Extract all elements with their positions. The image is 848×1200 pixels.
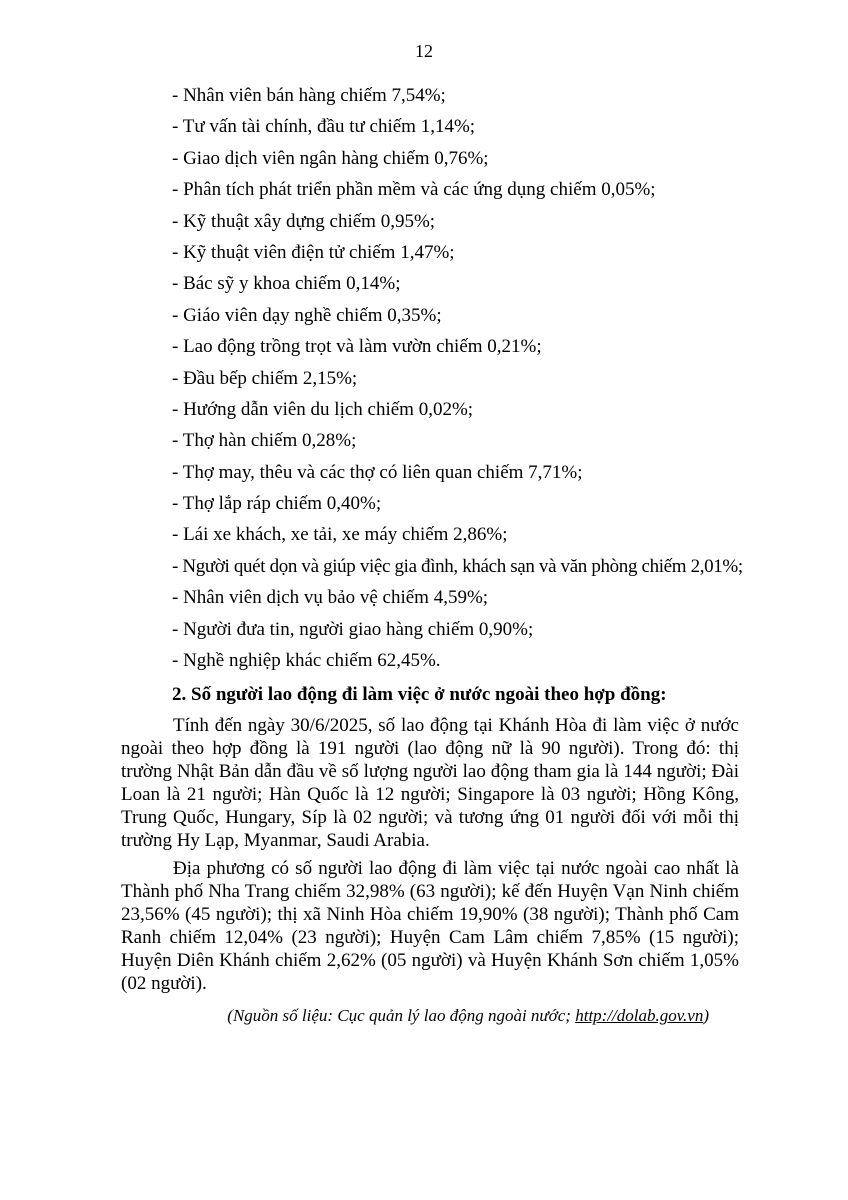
- list-item: - Lao động trồng trọt và làm vườn chiếm 0,21%;: [172, 336, 542, 358]
- paragraph: Địa phương có số người lao động đi làm việc tại nước ngoài cao nhất là Thành phố Nha Trang chiếm 32,98% (63 người); kế đến Huyện Vạn Ninh chiếm 23,56% (45 người); thị xã Ninh Hòa chiếm 19,90% (38 người); Thành phố Cam Ranh chiếm 12,04% (23 người); Huyện Cam Lâm chiếm 7,85% (15 người); Huyện Diên Khánh chiếm 2,62% (05 người) và Huyện Khánh Sơn chiếm 1,05% (02 người).: [121, 858, 739, 994]
- list-item: - Kỹ thuật viên điện tử chiếm 1,47%;: [172, 241, 455, 263]
- list-item: - Tư vấn tài chính, đầu tư chiếm 1,14%;: [172, 116, 476, 138]
- source-suffix: ): [703, 1006, 709, 1025]
- list-item: - Thợ hàn chiếm 0,28%;: [172, 430, 357, 452]
- source-link[interactable]: http://dolab.gov.vn: [575, 1006, 704, 1025]
- list-item: - Người đưa tin, người giao hàng chiếm 0,90%;: [172, 618, 534, 640]
- list-item: - Lái xe khách, xe tải, xe máy chiếm 2,86%;: [172, 524, 508, 546]
- section-heading: 2. Số người lao động đi làm việc ở nước ngoài theo hợp đồng:: [172, 684, 667, 705]
- source-citation: [121, 1005, 709, 1027]
- source-prefix: (Nguồn số liệu: Cục quản lý lao động ngoài nước;: [227, 1006, 576, 1025]
- list-item: - Giáo viên dạy nghề chiếm 0,35%;: [172, 304, 442, 326]
- list-item: - Thợ lắp ráp chiếm 0,40%;: [172, 493, 382, 515]
- list-item: - Phân tích phát triển phần mềm và các ứng dụng chiếm 0,05%;: [172, 179, 656, 201]
- page-number: 12: [415, 41, 433, 61]
- paragraph: Tính đến ngày 30/6/2025, số lao động tại Khánh Hòa đi làm việc ở nước ngoài theo hợp đồng là 191 người (lao động nữ là 90 người). Trong đó: thị trường Nhật Bản dẫn đầu về số lượng người lao động tham gia là 144 người; Đài Loan là 21 người; Hàn Quốc là 12 người; Singapore là 03 người; Hồng Kông, Trung Quốc, Hungary, Síp là 02 người; và tương ứng 01 người đối với mỗi thị trường Hy Lạp, Myanmar, Saudi Arabia.: [121, 715, 739, 851]
- list-item: - Nhân viên dịch vụ bảo vệ chiếm 4,59%;: [172, 587, 489, 609]
- list-item: - Hướng dẫn viên du lịch chiếm 0,02%;: [172, 398, 474, 420]
- list-item: - Kỹ thuật xây dựng chiếm 0,95%;: [172, 210, 436, 232]
- list-item: - Người quét dọn và giúp việc gia đình, khách sạn và văn phòng chiếm 2,01%;: [172, 555, 743, 577]
- list-item: - Nhân viên bán hàng chiếm 7,54%;: [172, 85, 446, 106]
- occupation-list: [172, 83, 772, 679]
- list-item: - Đầu bếp chiếm 2,15%;: [172, 367, 358, 389]
- list-item: - Thợ may, thêu và các thợ có liên quan chiếm 7,71%;: [172, 461, 583, 483]
- list-item: - Giao dịch viên ngân hàng chiếm 0,76%;: [172, 147, 489, 169]
- list-item: - Bác sỹ y khoa chiếm 0,14%;: [172, 273, 401, 295]
- list-item: - Nghề nghiệp khác chiếm 62,45%.: [172, 650, 441, 672]
